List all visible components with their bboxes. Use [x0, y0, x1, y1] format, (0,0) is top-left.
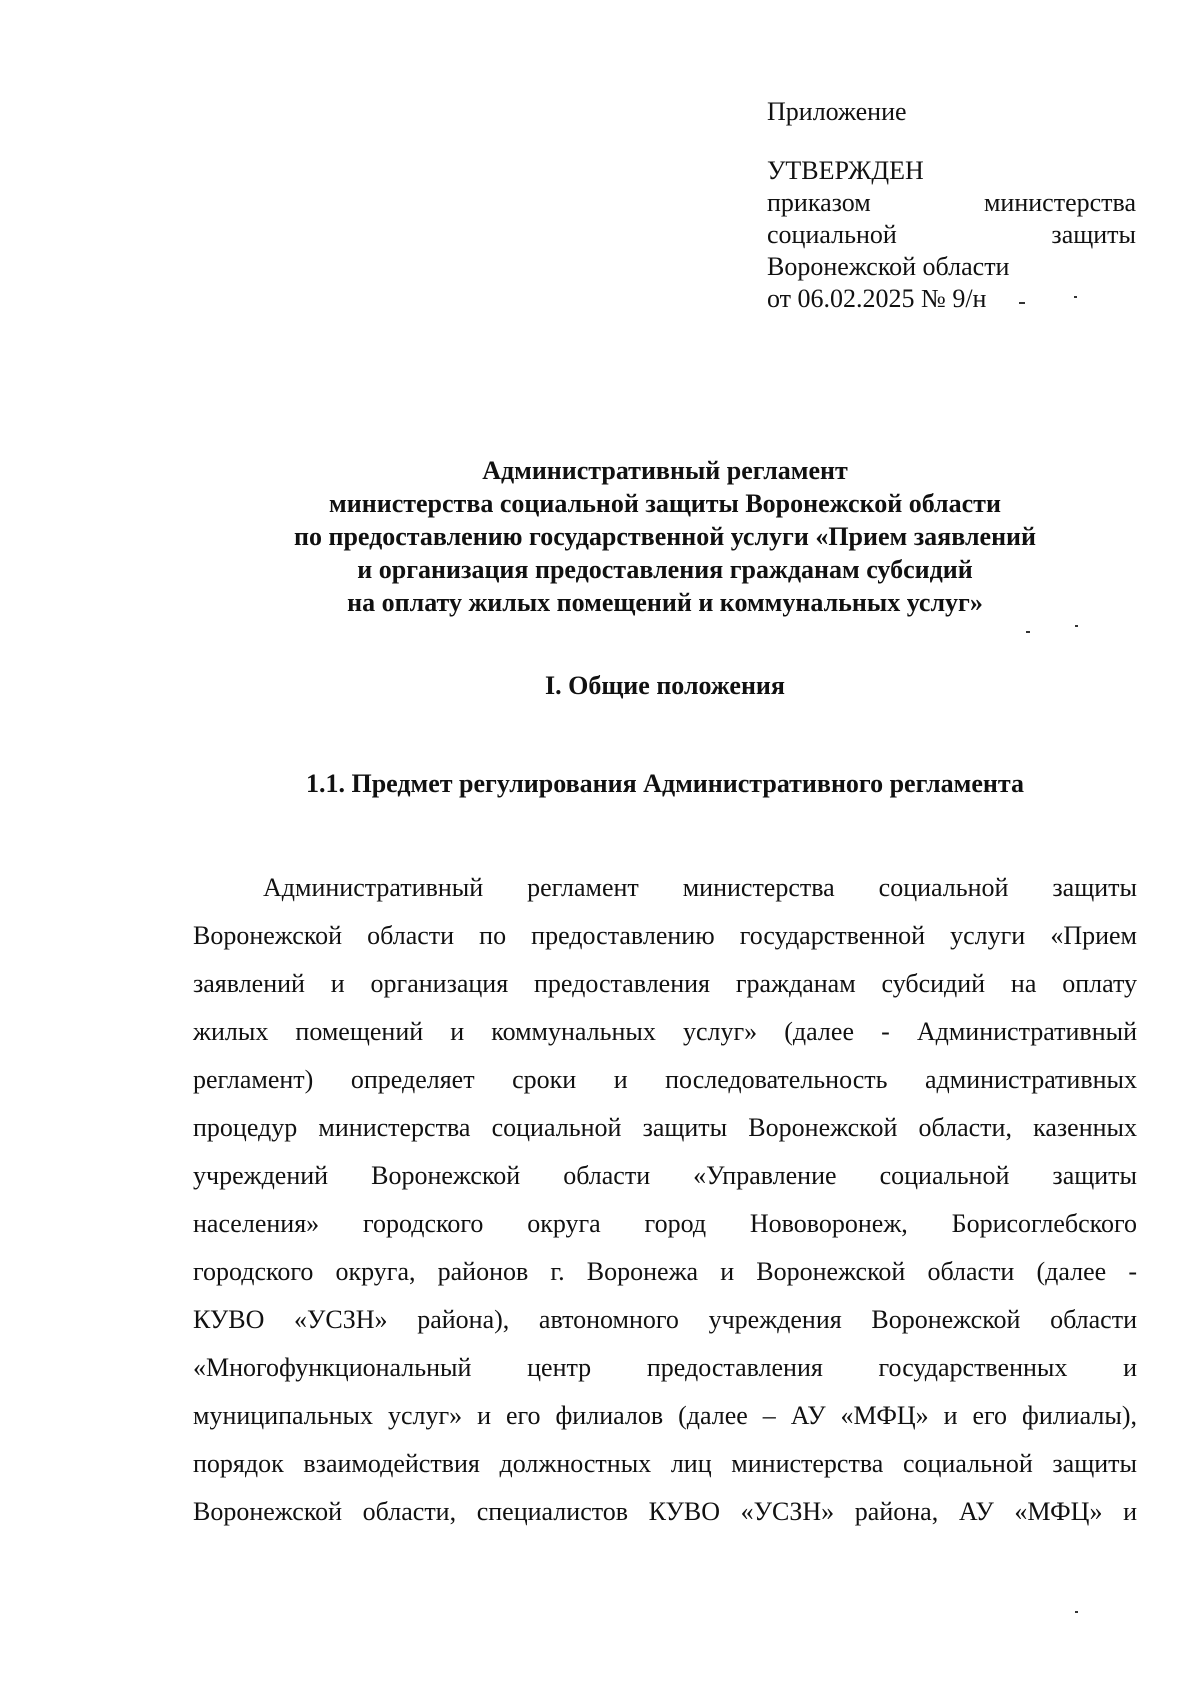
title-line: по предоставлению государственной услуги «Прием заявлений [293, 522, 1037, 551]
approval-line-4: от 06.02.2025 № 9/н [767, 284, 987, 313]
paragraph-line: КУВО «УСЗН» района), автономного учреждения Воронежской области [193, 1305, 1137, 1334]
document-title [190, 454, 1140, 619]
title-line: министерства социальной защиты Воронежской области [329, 489, 1001, 518]
approval-stamp-block [767, 96, 1136, 315]
scan-speck [1026, 631, 1030, 633]
section-heading: I. Общие положения [545, 671, 785, 700]
paragraph-line: городского округа, районов г. Воронежа и Воронежской области (далее - [193, 1257, 1137, 1286]
body-paragraph [193, 864, 1137, 1536]
paragraph-line: Воронежской области, специалистов КУВО «УСЗН» района, АУ «МФЦ» и [193, 1497, 1137, 1526]
scan-speck [1074, 296, 1077, 298]
scan-speck [1019, 302, 1025, 304]
title-line: на оплату жилых помещений и коммунальных услуг» [347, 588, 983, 617]
approved-label: УТВЕРЖДЕН [767, 156, 924, 185]
title-line: и организация предоставления гражданам субсидий [357, 555, 973, 584]
paragraph-line: учреждений Воронежской области «Управление социальной защиты [193, 1161, 1137, 1190]
paragraph-line: Воронежской области по предоставлению государственной услуги «Прием [193, 921, 1137, 950]
paragraph-line: «Многофункциональный центр предоставления государственных и [193, 1353, 1137, 1382]
scan-speck [1075, 1611, 1078, 1613]
scan-speck [1075, 625, 1078, 627]
approval-line-1: приказом министерства [767, 188, 1136, 217]
paragraph-line: регламент) определяет сроки и последовательность административных [193, 1065, 1137, 1094]
paragraph-line: жилых помещений и коммунальных услуг» (далее - Административный [193, 1017, 1137, 1046]
paragraph-line: муниципальных услуг» и его филиалов (далее – АУ «МФЦ» и его филиалы), [193, 1401, 1137, 1430]
paragraph-line: порядок взаимодействия должностных лиц министерства социальной защиты [193, 1449, 1137, 1478]
paragraph-line: процедур министерства социальной защиты Воронежской области, казенных [193, 1113, 1137, 1142]
annex-label: Приложение [767, 97, 907, 126]
approval-line-2: социальной защиты [767, 220, 1136, 249]
approval-line-3: Воронежской области [767, 252, 1010, 281]
paragraph-line: Административный регламент министерства социальной защиты [263, 873, 1137, 902]
paragraph-line: населения» городского округа город Нововоронеж, Борисоглебского [193, 1209, 1137, 1238]
paragraph-line: заявлений и организация предоставления гражданам субсидий на оплату [193, 969, 1137, 998]
subsection-heading: 1.1. Предмет регулирования Административного регламента [306, 769, 1024, 798]
title-line: Административный регламент [482, 456, 848, 485]
